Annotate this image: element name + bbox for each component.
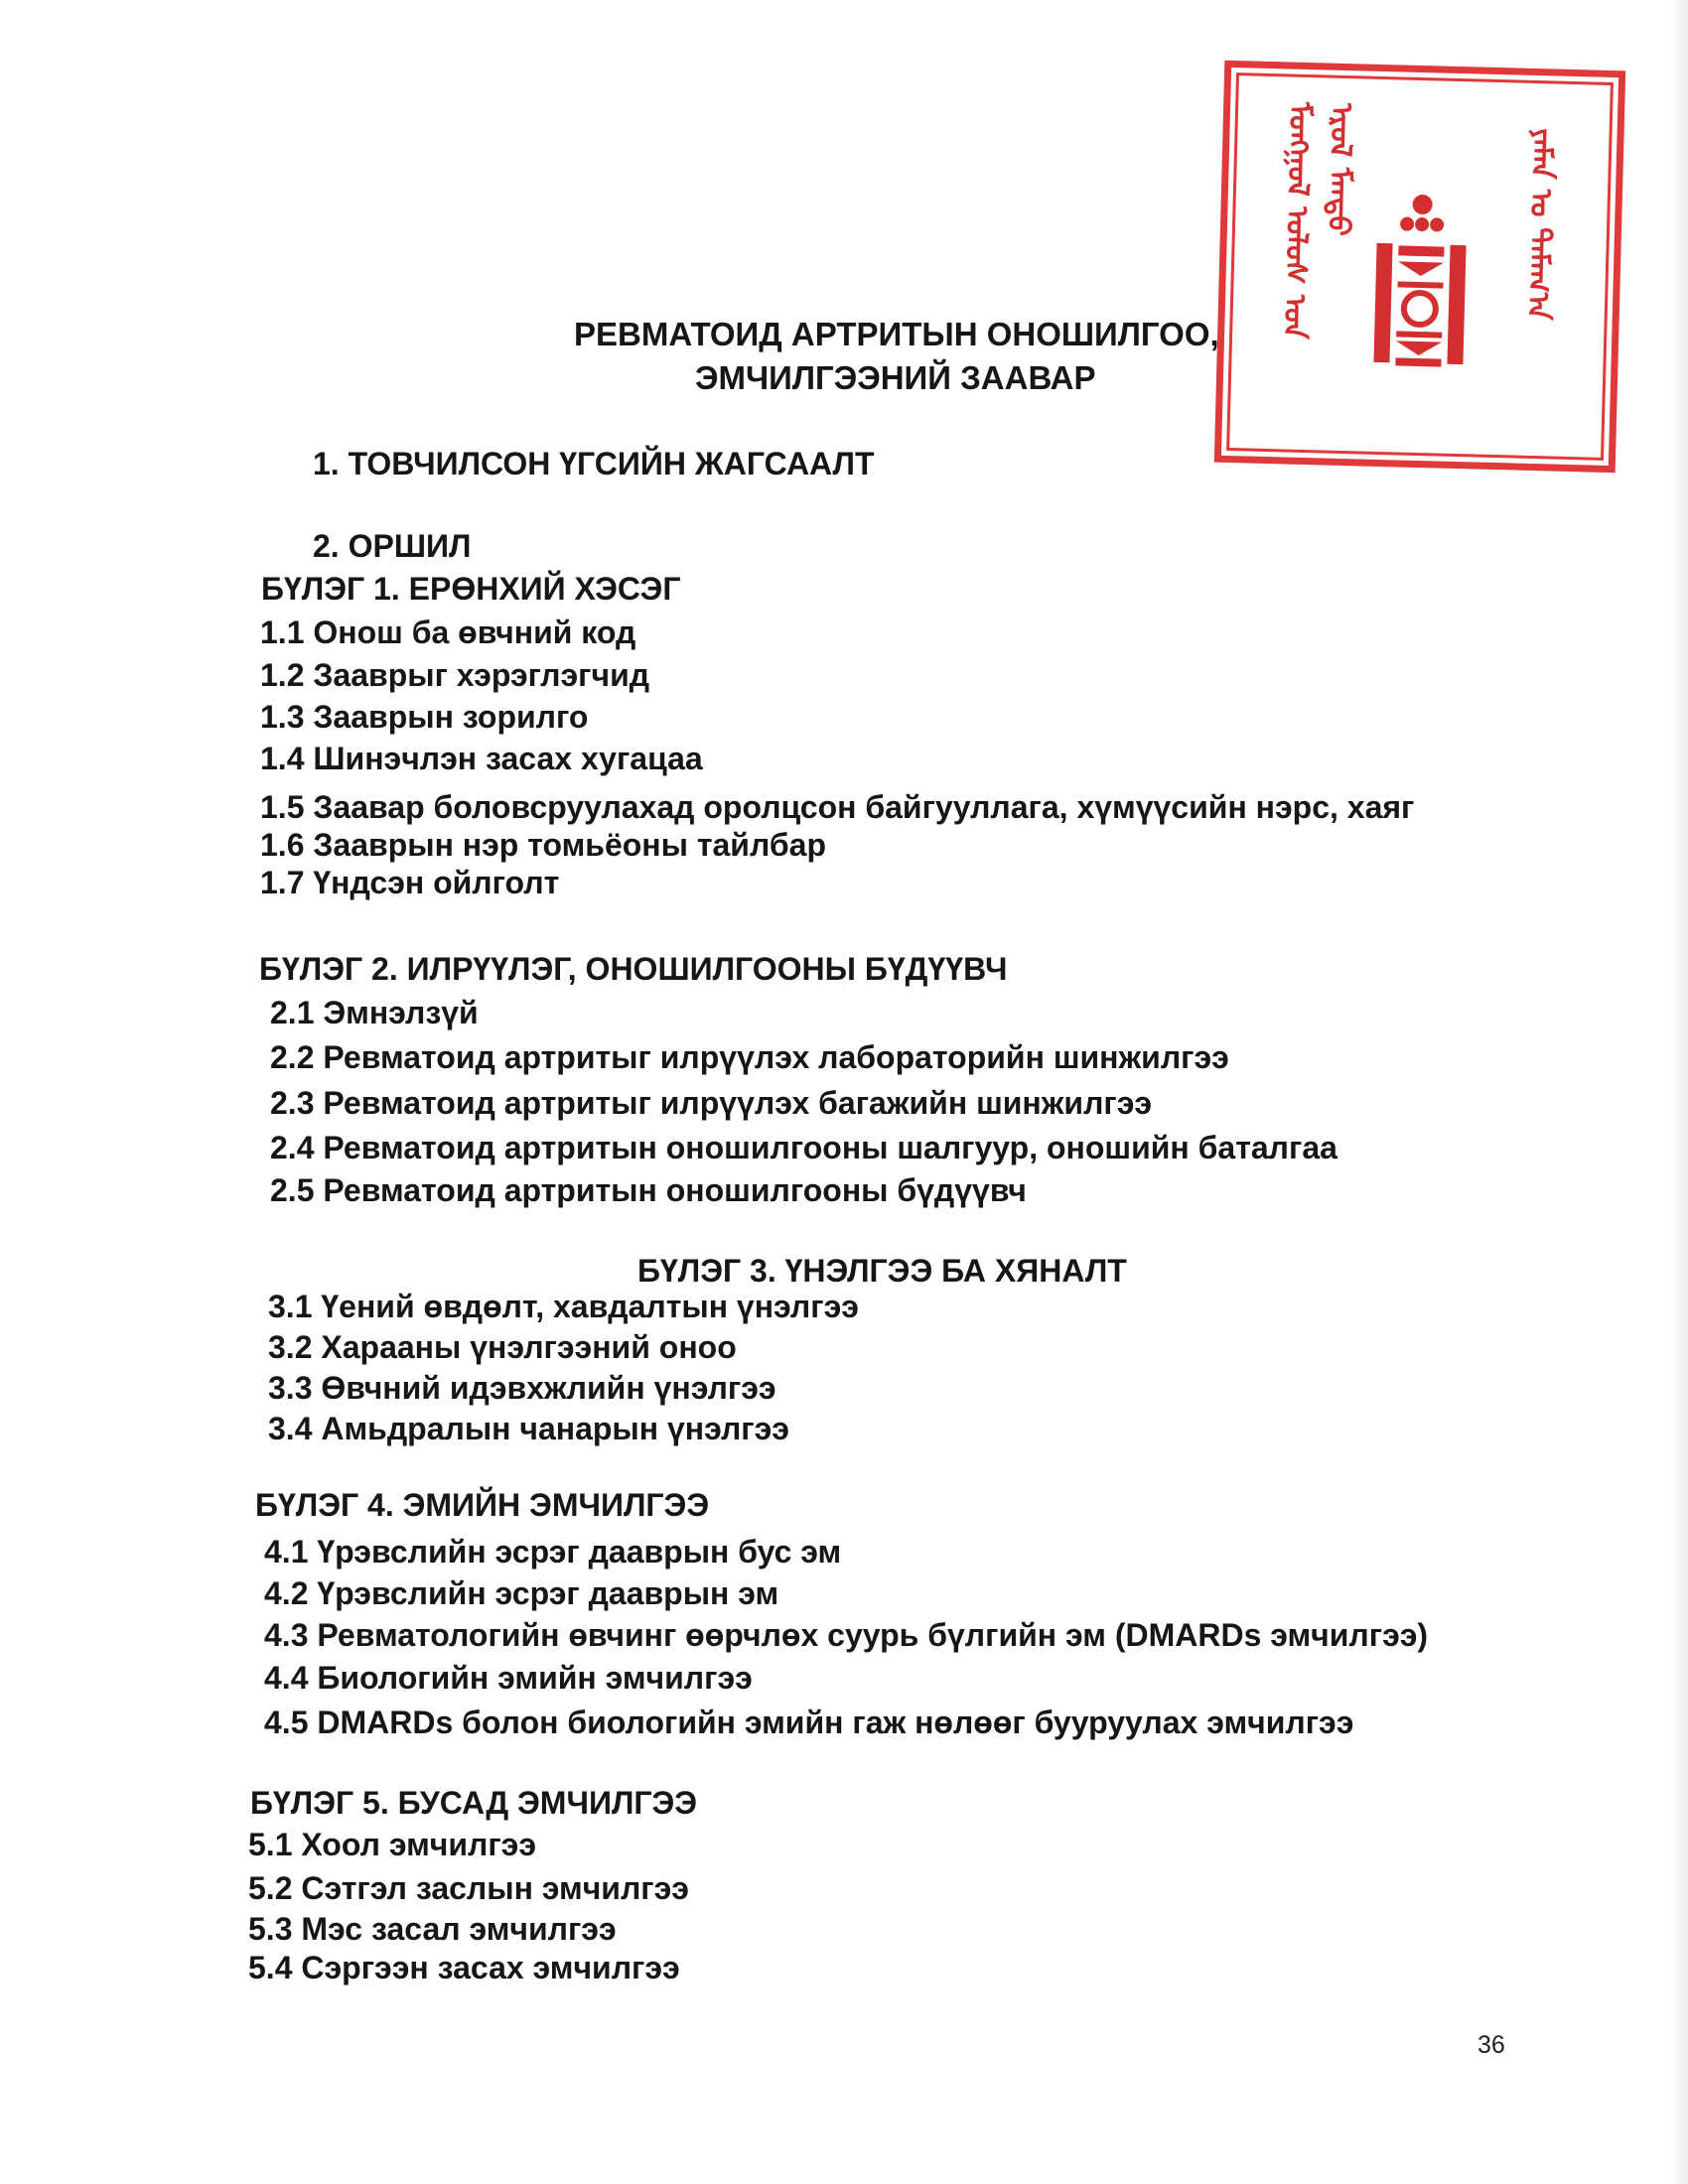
scan-edge [1670, 0, 1688, 2184]
toc-item: 1.3 Зааврын зорилго [260, 699, 589, 735]
toc-item: 3.4 Амьдралын чанарын үнэлгээ [268, 1411, 789, 1446]
toc-item: 5.3 Мэс засал эмчилгээ [248, 1911, 617, 1947]
toc-item: 2.5 Ревматоид артритын оношилгооны бүдүүвч [270, 1172, 1027, 1208]
stamp-mongolian-script-left: ᠮᠣᠩᠭᠣᠯ ᠤᠯᠤᠰ ᠤᠨ [1276, 101, 1318, 340]
chapter-4-heading: БҮЛЭГ 4. ЭМИЙН ЭМЧИЛГЭЭ [255, 1487, 710, 1523]
toc-item: 3.3 Өвчний идэвхжлийн үнэлгээ [268, 1370, 776, 1406]
toc-item: 2.3 Ревматоид артритыг илрүүлэх багажийн шинжилгээ [270, 1085, 1153, 1121]
toc-item: 4.2 Үрэвслийн эсрэг дааврын эм [264, 1575, 779, 1611]
toc-item: 4.3 Ревматологийн өвчинг өөрчлөх суурь бүлгийн эм (DMARDs эмчилгээ) [264, 1617, 1429, 1653]
toc-preface: 2. ОРШИЛ [313, 528, 472, 564]
toc-item: 3.1 Үений өвдөлт, хавдалтын үнэлгээ [268, 1289, 859, 1324]
toc-item: 1.6 Зааврын нэр томьёоны тайлбар [260, 827, 826, 863]
toc-item: 2.2 Ревматоид артритыг илрүүлэх лабораторийн шинжилгээ [270, 1039, 1229, 1075]
toc-item: 4.4 Биологийн эмийн эмчилгээ [264, 1660, 753, 1696]
toc-item: 2.1 Эмнэлзүй [270, 995, 479, 1030]
document-title-line-1: РЕВМАТОИД АРТРИТЫН ОНОШИЛГОО, [574, 316, 1219, 352]
chapter-1-heading: БҮЛЭГ 1. ЕРӨНХИЙ ХЭСЭГ [261, 571, 681, 607]
toc-item: 1.4 Шинэчлэн засах хугацаа [260, 741, 703, 776]
page-number: 36 [1477, 2031, 1505, 2059]
toc-item: 5.4 Сэргээн засах эмчилгээ [248, 1950, 680, 1985]
toc-item: 1.5 Заавар боловсруулахад оролцсон байгууллага, хүмүүсийн нэрс, хаяг [260, 789, 1415, 825]
chapter-3-heading: БҮЛЭГ 3. ҮНЭЛГЭЭ БА ХЯНАЛТ [637, 1253, 1127, 1289]
toc-item: 5.2 Сэтгэл заслын эмчилгээ [248, 1870, 689, 1906]
toc-abbreviations: 1. ТОВЧИЛСОН ҮГСИЙН ЖАГСААЛТ [313, 446, 875, 481]
toc-item: 4.1 Үрэвслийн эсрэг дааврын бус эм [264, 1534, 842, 1570]
toc-item: 5.1 Хоол эмчилгээ [248, 1827, 536, 1862]
stamp-mongolian-script-right: ᠶᠠᠮᠠᠨ ᠤ ᠲᠠᠮᠠᠭ᠎ᠠ [1519, 127, 1560, 321]
toc-item: 4.5 DMARDs болон биологийн эмийн гаж нөлөөг бууруулах эмчилгээ [264, 1705, 1354, 1740]
toc-item: 1.2 Зааврыг хэрэглэгчид [260, 657, 650, 693]
toc-item: 1.7 Үндсэн ойлголт [260, 865, 560, 900]
chapter-5-heading: БҮЛЭГ 5. БУСАД ЭМЧИЛГЭЭ [250, 1785, 698, 1821]
document-title-line-2: ЭМЧИЛГЭЭНИЙ ЗААВАР [695, 359, 1096, 396]
chapter-2-heading: БҮЛЭГ 2. ИЛРҮҮЛЭГ, ОНОШИЛГООНЫ БҮДҮҮВЧ [259, 951, 1008, 987]
official-stamp [1214, 61, 1625, 473]
toc-item: 2.4 Ревматоид артритын оношилгооны шалгуур, оношийн баталгаа [270, 1130, 1337, 1165]
toc-item: 3.2 Харааны үнэлгээний оноо [268, 1329, 737, 1365]
soyombo-emblem-icon [1363, 184, 1477, 375]
stamp-mongolian-script-mid: ᠡᠷᠦᠯ ᠮᠡᠨᠳᠦ [1320, 102, 1359, 237]
toc-item: 1.1 Онош ба өвчний код [260, 614, 636, 650]
